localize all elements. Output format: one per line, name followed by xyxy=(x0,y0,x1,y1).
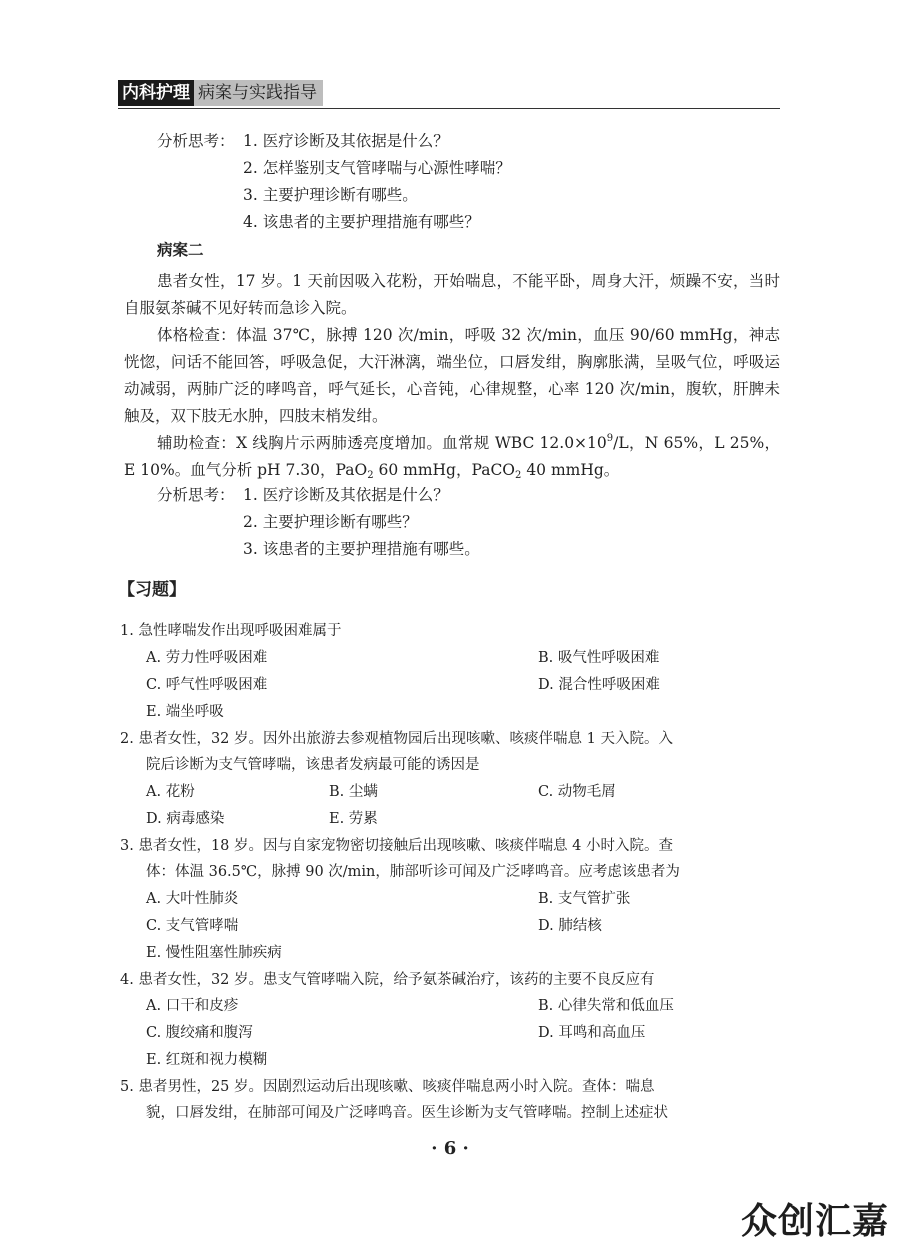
case2-question-1: 1. 医疗诊断及其依据是什么？ xyxy=(243,486,449,504)
q3-option-c: C. 支气管哮喘 xyxy=(146,918,239,934)
case1-questions-label: 分析思考： xyxy=(157,132,235,150)
q2-option-d: D. 病毒感染 xyxy=(146,811,225,827)
case1-question-2: 2. 怎样鉴别支气管哮喘与心源性哮喘？ xyxy=(243,159,511,177)
q2-option-a: A. 花粉 xyxy=(146,784,195,800)
case1-question-1: 1. 医疗诊断及其依据是什么？ xyxy=(243,132,449,150)
q5-stem-line1: 5. 患者男性，25 岁。因剧烈运动后出现咳嗽、咳痰伴喘息两小时入院。查体：喘息 xyxy=(120,1079,655,1095)
running-header xyxy=(118,80,323,106)
q3-option-b: B. 支气管扩张 xyxy=(538,891,631,907)
q1-option-e: E. 端坐呼吸 xyxy=(146,704,224,720)
q3-option-a: A. 大叶性肺炎 xyxy=(146,891,239,907)
header-subtitle: 病案与实践指导 xyxy=(194,80,323,106)
q4-option-a: A. 口干和皮疹 xyxy=(146,998,239,1014)
aux-subscript-2: 2 xyxy=(515,470,522,481)
case2-history: 患者女性，17 岁。1 天前因吸入花粉，开始喘息，不能平卧，周身大汗，烦躁不安，当时自服氨茶碱不见好转而急诊入院。 xyxy=(124,272,780,317)
page-number: · 6 · xyxy=(431,1138,469,1159)
case2-question-2: 2. 主要护理诊断有哪些？ xyxy=(243,513,418,531)
q3-option-d: D. 肺结核 xyxy=(538,918,602,934)
aux-superscript: 9 xyxy=(606,433,614,444)
case2-title: 病案二 xyxy=(157,240,204,259)
q2-option-e: E. 劳累 xyxy=(329,811,378,827)
q2-stem-line2: 院后诊断为支气管哮喘，该患者发病最可能的诱因是 xyxy=(146,757,480,773)
q4-option-c: C. 腹绞痛和腹泻 xyxy=(146,1025,253,1041)
q4-stem: 4. 患者女性，32 岁。患支气管哮喘入院，给予氨茶碱治疗，该药的主要不良反应有 xyxy=(120,972,655,988)
aux-subscript-1: 2 xyxy=(367,470,374,481)
case1-question-3: 3. 主要护理诊断有哪些。 xyxy=(243,186,418,204)
q2-option-c: C. 动物毛屑 xyxy=(538,784,616,800)
q1-option-d: D. 混合性呼吸困难 xyxy=(538,677,660,693)
header-divider xyxy=(118,108,780,109)
q1-option-b: B. 吸气性呼吸困难 xyxy=(538,650,660,666)
aux-text-c: 60 mmHg，PaCO xyxy=(373,461,516,479)
case2-questions-label: 分析思考： xyxy=(157,486,235,504)
q3-option-e: E. 慢性阻塞性肺疾病 xyxy=(146,945,282,961)
q4-option-b: B. 心律失常和低血压 xyxy=(538,998,674,1014)
q5-stem-line2: 貌，口唇发绀，在肺部可闻及广泛哮鸣音。医生诊断为支气管哮喘。控制上述症状 xyxy=(146,1105,668,1121)
exercises-title: 【习题】 xyxy=(118,580,186,600)
case2-auxiliary-exam xyxy=(124,430,780,484)
q4-option-e: E. 红斑和视力模糊 xyxy=(146,1052,268,1068)
header-tag: 内科护理 xyxy=(118,80,194,106)
q2-option-b: B. 尘螨 xyxy=(329,784,378,800)
q1-option-a: A. 劳力性呼吸困难 xyxy=(146,650,268,666)
aux-text-b: /L，N 65%，L 25%，E 10%。血气分析 pH 7.30，PaO xyxy=(124,434,780,479)
q4-option-d: D. 耳鸣和高血压 xyxy=(538,1025,646,1041)
case2-question-3: 3. 该患者的主要护理措施有哪些。 xyxy=(243,540,480,558)
q3-stem-line2: 体：体温 36.5℃，脉搏 90 次/min，肺部听诊可闻及广泛哮鸣音。应考虑该患者为 xyxy=(146,864,680,880)
watermark-logo: 众创汇嘉 xyxy=(741,1201,890,1242)
aux-text-a: 辅助检查：X 线胸片示两肺透亮度增加。血常规 WBC 12.0×10 xyxy=(157,434,607,452)
aux-text-d: 40 mmHg。 xyxy=(521,461,620,479)
case1-question-4: 4. 该患者的主要护理措施有哪些？ xyxy=(243,213,480,231)
case2-physical-exam: 体格检查：体温 37℃，脉搏 120 次/min，呼吸 32 次/min，血压 90/60 mmHg，神志恍惚，问话不能回答，呼吸急促，大汗淋漓，端坐位，口唇发绀，胸廓胀满，呈吸气位，呼吸运动减弱，两肺广泛的哮鸣音，呼气延长，心音钝，心律规整，心率 120 次/min，腹软，肝脾未触及，双下肢无水肿，四肢末梢发绀。 xyxy=(124,326,780,425)
q3-stem-line1: 3. 患者女性，18 岁。因与自家宠物密切接触后出现咳嗽、咳痰伴喘息 4 小时入院。查 xyxy=(120,838,673,854)
q2-stem-line1: 2. 患者女性，32 岁。因外出旅游去参观植物园后出现咳嗽、咳痰伴喘息 1 天入院。入 xyxy=(120,731,673,747)
q1-option-c: C. 呼气性呼吸困难 xyxy=(146,677,268,693)
q1-stem: 1. 急性哮喘发作出现呼吸困难属于 xyxy=(120,623,342,639)
